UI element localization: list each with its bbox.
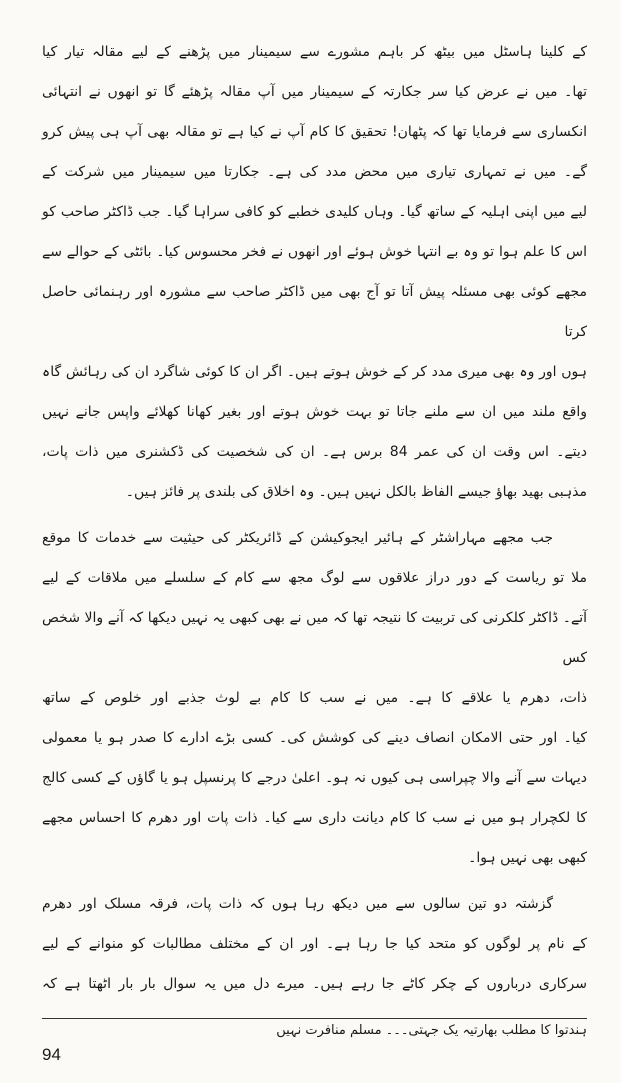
paragraph-1 — [42, 32, 587, 512]
text-line: ملا تو ریاست کے دور دراز علاقوں سے لوگ مجھ سے کام کے سلسلے میں ملاقات کے لیے — [42, 570, 587, 586]
paragraph-2 — [42, 518, 587, 878]
text-line: کے نام پر لوگوں کو متحد کیا جا رہا ہے۔ اور ان کے مختلف مطالبات کو منوانے کے لیے — [42, 936, 587, 952]
text-line: جب مجھے مہاراشٹر کے ہائیر ایجوکیشن کے ڈائریکٹر کی حیثیت سے خدمات کا موقع — [42, 530, 553, 546]
text-line: سرکاری درباروں کے چکر کاٹے جا رہے ہیں۔ میرے دل میں یہ سوال بار بار اٹھتا ہے کہ — [42, 976, 587, 992]
text-line: اس کا علم ہوا تو وہ بے انتہا خوش ہوئے اور انھوں نے فخر محسوس کیا۔ بائٹی کے حوالے سے — [42, 244, 587, 260]
page-number: 94 — [42, 1045, 61, 1064]
text-line: آتے۔ ڈاکٹر کلکرنی کی تربیت کا نتیجہ تھا کہ میں نے بھی کبھی یہ نہیں دیکھا کہ آنے والا شخص کس — [42, 610, 587, 666]
text-line: کیا۔ اور حتی الامکان انصاف دینے کی کوشش کی۔ کسی بڑے ادارے کا صدر ہو یا معمولی — [42, 730, 587, 746]
text-line: لیے میں اپنی اہلیہ کے ساتھ گیا۔ وہاں کلیدی خطبے کو کافی سراہا گیا۔ جب ڈاکٹر صاحب کو — [42, 204, 587, 220]
text-line: ہوں اور وہ بھی میری مدد کر کے خوش ہوتے ہیں۔ اگر ان کا کوئی شاگرد ان کی رہائش گاہ — [42, 364, 587, 380]
text-line: کے کلینا ہاسٹل میں بیٹھ کر باہم مشورے سے سیمینار میں پڑھنے کے لیے مقالہ تیار کیا — [42, 44, 587, 60]
text-line: مذہبی بھید بھاؤ جیسے الفاظ بالکل نہیں ہیں۔ وہ اخلاق کی بلندی پر فائز ہیں۔ — [125, 484, 587, 500]
text-line: مجھے کوئی بھی مسئلہ پیش آتا تو آج بھی میں ڈاکٹر صاحب سے مشورہ اور رہنمائی حاصل کرتا — [42, 284, 587, 340]
text-line: دیہات سے آنے والا چپراسی ہی کیوں نہ ہو۔ اعلیٰ درجے کا پرنسپل ہو یا گاؤں کے کسی کالج — [42, 770, 587, 786]
text-line: ذات، دھرم یا علاقے کا ہے۔ میں نے سب کا کام بے لوث جذبے اور خلوص کے ساتھ — [42, 690, 587, 706]
running-footer-title: ہندتوا کا مطلب بھارتیہ یک جہتی۔۔۔ مسلم منافرت نہیں — [276, 1023, 587, 1038]
text-line: تھا۔ میں نے عرض کیا سر جکارتہ کے سیمینار میں آپ مقالہ پڑھئے گا تو انھوں نے انتہائی — [42, 84, 587, 100]
paragraph-3 — [42, 884, 587, 1004]
text-line: گزشتہ دو تین سالوں سے میں دیکھ رہا ہوں کہ ذات پات، فرقہ مسلک اور دھرم — [42, 896, 553, 912]
text-line: دیتے۔ اس وقت ان کی عمر 84 برس ہے۔ ان کی شخصیت کی ڈکشنری میں ذات پات، — [42, 444, 587, 460]
text-line: کبھی بھی نہیں ہوا۔ — [468, 850, 587, 866]
text-line: واقع ملند میں ان سے ملنے جاتا تو بہت خوش ہوتے اور بغیر کھانا کھلائے واپس جانے نہیں — [42, 404, 587, 420]
text-line: گے۔ میں نے تمہاری تیاری میں محض مدد کی ہے۔ جکارتا میں سیمینار میں شرکت کے — [42, 164, 587, 180]
text-line: کا لکچرار ہو میں نے سب کا کام دیانت داری سے کیا۔ ذات پات اور دھرم کا احساس مجھے — [42, 810, 587, 826]
text-line: انکساری سے فرمایا تھا کہ پٹھان! تحقیق کا کام آپ نے کیا ہے تو مقالہ بھی آپ ہی پیش کرو — [42, 124, 587, 140]
